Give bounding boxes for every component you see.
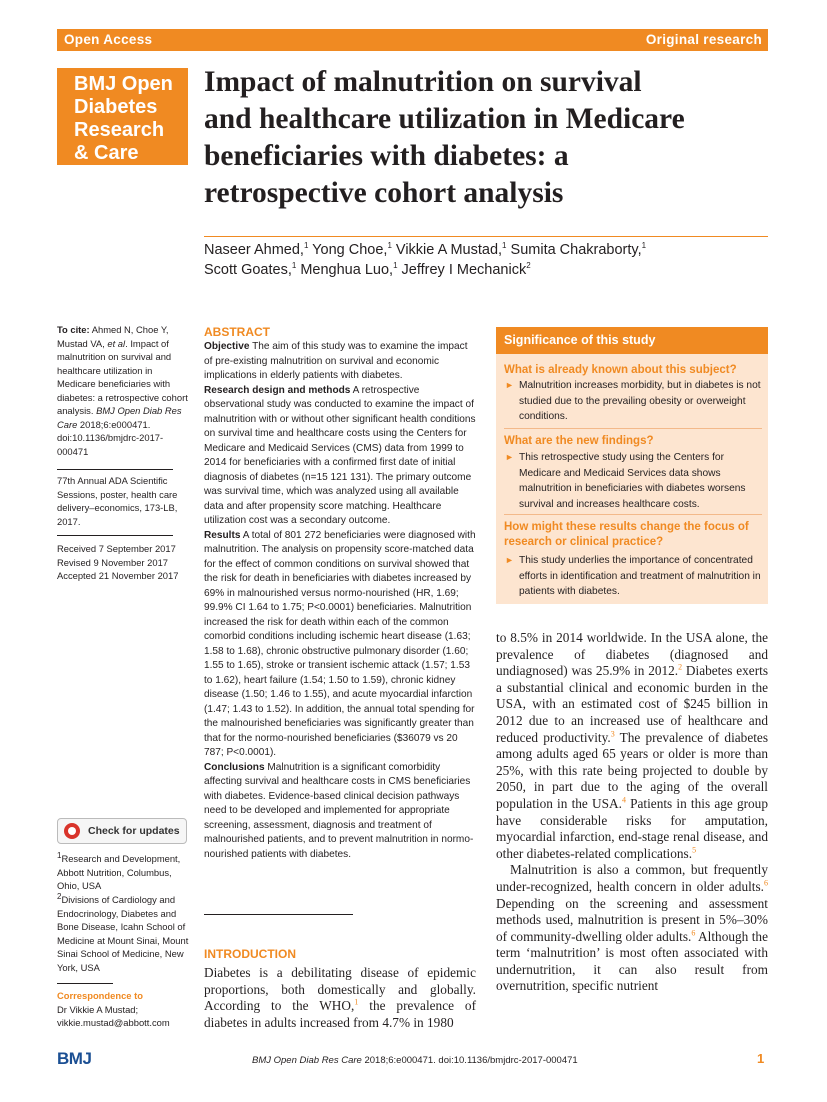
abstract-subhead: Conclusions (204, 761, 265, 773)
cite-label: To cite: (57, 324, 90, 335)
reference-link[interactable]: 1 (354, 997, 359, 1007)
title-line: retrospective cohort analysis (204, 177, 564, 209)
arrow-bullet-icon: ► (505, 452, 514, 462)
arrow-bullet-icon: ► (505, 380, 514, 390)
author: Sumita Chakraborty, (506, 242, 642, 258)
crossmark-icon (64, 823, 80, 839)
affiliation-2 (57, 893, 189, 974)
author: Menghua Luo, (296, 262, 394, 278)
significance-question: What are the new findings? (504, 435, 654, 447)
body-text: Patients in this age group have considerable risks for amputation, myocardial infarction, end-stage renal disease, and other diabetes-related complications. (496, 795, 768, 861)
footer-citation (252, 1055, 578, 1066)
cite-doi[interactable]: 2018;6:e000471. doi:10.1136/bmjdrc-2017-000471 (57, 418, 164, 457)
title-divider (204, 236, 768, 237)
significance-title: Significance of this study (504, 333, 656, 347)
meeting-note: 77th Annual ADA Scientific Sessions, poster, health care delivery–economics, 173-LB, 2017. (57, 475, 178, 527)
reference-link[interactable]: 6 (691, 928, 696, 938)
journal-logo (57, 68, 188, 165)
title-line: and healthcare utilization in Medicare (204, 103, 685, 135)
affil-text: Divisions of Cardiology and Endocrinology, Diabetes and Bone Disease, Icahn School of Medicine at Mount Sinai, Mount Sinai School of Medicine, New York, USA (57, 894, 189, 973)
correspondence-name: Dr Vikkie A Mustad; (57, 1003, 139, 1015)
abstract-end-rule (204, 914, 353, 915)
author-affil: 1 (291, 261, 297, 271)
sidebar-divider (57, 469, 173, 470)
body-text: Diabetes is a debilitating disease of epidemic proportions, both domestically and globally. According to the WHO, (204, 965, 476, 1014)
abstract-text: A retrospective observational study was conducted to examine the impact of malnutrition with or without other significant health conditions on survival time and healthcare costs using the Centers for Medicare and Medicaid Services (CMS) data from 1999 to 2014 for beneficiaries with a confirmed first date of initial diagnosis of diabetes (n=15 121 131). The primary outcome was survival time, which was analyzed using all available data and after propensity score matching. Healthcare utilization cost was a secondary outcome. (204, 384, 476, 526)
revised-date: Revised 9 November 2017 (57, 556, 168, 568)
introduction-heading: INTRODUCTION (204, 947, 296, 961)
author: Yong Choe, (308, 242, 388, 258)
correspondence-block (57, 989, 189, 1030)
check-updates-label: Check for updates (88, 825, 180, 837)
article-type-label: Original research (645, 32, 762, 47)
abstract-body (204, 340, 476, 862)
body-text: Depending on the screening and assessment methods used, malnutrition is present in 5%–30% of community-dwelling older adults. (496, 895, 768, 944)
correspondence-label: Correspondence to (57, 990, 143, 1001)
article-title (204, 64, 764, 212)
open-access-label: Open Access (64, 32, 153, 47)
author: Scott Goates, (204, 262, 292, 278)
sidebar-divider (57, 535, 173, 536)
significance-divider (504, 514, 762, 515)
cite-text: . Impact of malnutrition on survival and healthcare utilization in Medicare beneficiaries with diabetes: a retrospective cohort analysis. (57, 337, 188, 416)
affiliation-1 (57, 852, 189, 893)
dates-block (57, 542, 189, 583)
cite-journal: BMJ Open Diab Res Care (57, 405, 182, 430)
significance-divider (504, 428, 762, 429)
author: Vikkie A Mustad, (391, 242, 503, 258)
significance-question: How might these results change the focus of research or clinical practice? (504, 521, 749, 548)
author-affil: 1 (393, 261, 398, 271)
cite-block (57, 323, 189, 458)
received-date: Received 7 September 2017 (57, 543, 176, 554)
significance-answer-text: This study underlies the importance of concentrated efforts in identification and treatment of malnutrition in patients with diabetes. (519, 555, 761, 597)
accepted-date: Accepted 21 November 2017 (57, 570, 179, 581)
body-text: Malnutrition is also a common, but frequently under-recognized, health concern in older adults. (496, 862, 768, 894)
affil-number: 2 (57, 891, 62, 901)
significance-header (496, 327, 768, 354)
author-affil: 1 (502, 241, 507, 251)
title-line: beneficiaries with diabetes: a (204, 140, 569, 172)
introduction-body (204, 965, 476, 1031)
arrow-bullet-icon: ► (505, 555, 514, 565)
bmj-logo: BMJ (57, 1049, 92, 1068)
body-text: the prevalence of diabetes in adults increased from 4.7% in 1980 (204, 998, 476, 1030)
affil-text: Research and Development, Abbott Nutrition, Columbus, Ohio, USA (57, 853, 181, 891)
author: Jeffrey I Mechanick (397, 262, 527, 278)
author-affil: 1 (387, 241, 392, 251)
reference-link[interactable]: 5 (692, 845, 697, 855)
logo-line: & Care (74, 142, 139, 164)
affil-number: 1 (57, 850, 62, 860)
significance-answer-text: This retrospective study using the Centers for Medicare and Medicaid Services data shows malnutrition in beneficiaries with diabetes worsens survival and increases healthcare costs. (519, 452, 746, 510)
author-affil: 1 (303, 241, 309, 251)
logo-line: Diabetes (74, 96, 158, 118)
author-affil: 2 (526, 261, 531, 271)
header-bar (57, 29, 768, 51)
footer-journal: BMJ Open Diab Res Care (252, 1055, 362, 1066)
abstract-subhead: Objective (204, 341, 250, 352)
check-updates-button[interactable] (57, 818, 187, 844)
sidebar-divider (57, 983, 113, 984)
body-text: Diabetes exerts a substantial clinical and economic burden in the USA, with an estimated cost of $245 billion in 2012 due to an increased use of healthcare and reduced productivity. (496, 663, 768, 745)
significance-box (496, 327, 768, 604)
correspondence-email[interactable]: vikkie.mustad@abbott.com (57, 1017, 170, 1028)
reference-link[interactable]: 6 (764, 878, 768, 888)
reference-link[interactable]: 3 (610, 729, 615, 739)
body-text: Although the term ‘malnutrition’ is most often associated with undernutrition, it can also result from overnutrition, specific nutrient (496, 928, 768, 994)
body-text: to 8.5% in 2014 worldwide. In the USA alone, the prevalence of diabetes (diagnosed and undiagnosed) was 25.9% in 2012. (496, 630, 768, 679)
footer-doi: 2018;6:e000471. doi:10.1136/bmjdrc-2017-000471 (361, 1055, 578, 1066)
logo-line: Research (74, 119, 165, 141)
page-number: 1 (757, 1051, 765, 1066)
reference-link[interactable]: 2 (678, 662, 683, 672)
cite-etal: et al (107, 337, 126, 349)
cite-text: Ahmed N, Choe Y, Mustad VA, (57, 324, 169, 349)
significance-answer-text: Malnutrition increases morbidity, but in diabetes is not studied due to the prevailing obesity or overweight conditions. (519, 380, 761, 422)
abstract-text: A total of 801 272 beneficiaries were diagnosed with malnutrition. The analysis on propensity score-matched data for the effect of common conditions on survival showed that the risk for death in beneficiaries with diabetes increased by 69% in malnourished versus normo-nourished (HR, 1.69; 99.9% CI 1.64 to 1.75; P<0.0001) beneficiaries. Malnutrition increased the risk for death within each of the common comorbid conditions including ischemic heart disease (1.63; 1.58 to 1.68), chronic obstructive pulmonary disorder (1.60; 1.55 to 1.65), stroke or transient ischemic attack (1.57; 1.53 to 1.62), heart failure (1.54; 1.50 to 1.59), chronic kidney disease (1.50; 1.46 to 1.55), and acute myocardial infarction (1.47; 1.43 to 1.52). In addition, the annual total spending for the malnourished beneficiaries was significantly greater than that for the normo-nourished beneficiaries ($36079 vs 20 787; P<0.0001). (204, 529, 476, 758)
author: Naseer Ahmed, (204, 242, 304, 258)
title-line: Impact of malnutrition on survival (204, 66, 642, 98)
body-column-right (496, 630, 768, 995)
reference-link[interactable]: 4 (621, 795, 626, 805)
abstract-text: The aim of this study was to examine the impact of pre-existing malnutrition on survival and economic implications in elderly patients with diabetes. (204, 341, 468, 381)
abstract-heading: ABSTRACT (204, 325, 270, 339)
body-text: The prevalence of diabetes among adults aged 65 years or older is more than 25%, with this rate being projected to double by 2050, in part due to the aging of the overall population in the USA. (496, 729, 768, 811)
significance-question: What is already known about this subject? (504, 364, 737, 376)
author-affil: 1 (641, 241, 647, 251)
abstract-subhead: Research design and methods (204, 384, 351, 396)
logo-line: BMJ Open (74, 73, 173, 95)
author-list (204, 240, 764, 280)
abstract-subhead: Results (204, 529, 241, 541)
abstract-text: Malnutrition is a significant comorbidity affecting survival and healthcare costs in CMS beneficiaries with diabetes. Evidence-based clinical decision pathways need to be developed and implemented for appropriate screening, assessment, diagnosis and treatment of malnourished patients, and to prevent malnutrition in normo-nourished patients with diabetes. (204, 761, 474, 860)
